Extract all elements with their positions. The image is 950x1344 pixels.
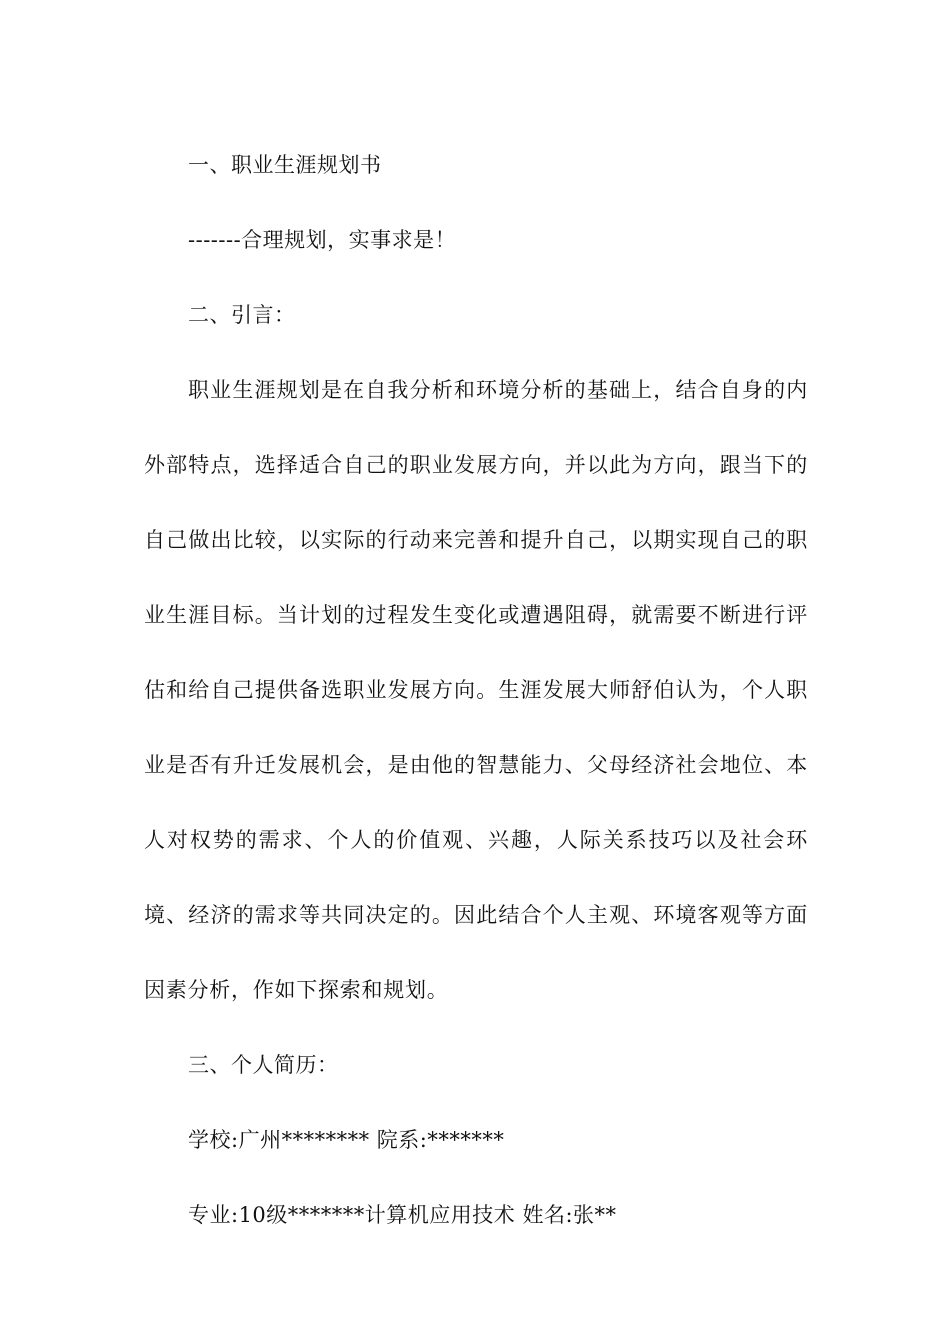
section-heading-introduction: 二、引言： — [188, 303, 296, 327]
section-heading-career-plan: 一、职业生涯规划书 — [188, 153, 382, 177]
section-heading-resume: 三、个人简历： — [188, 1053, 339, 1077]
document-body — [144, 128, 808, 1253]
resume-school-line: 学校:广州******** 院系:******* — [188, 1128, 505, 1152]
introduction-paragraph: 职业生涯规划是在自我分析和环境分析的基础上，结合自身的内外部特点，选择适合自己的职业发展方向，并以此为方向，跟当下的自己做出比较，以实际的行动来完善和提升自己，以期实现自己的职业生涯目标。当计划的过程发生变化或遭遇阻碍，就需要不断进行评估和给自己提供备选职业发展方向。生涯发展大师舒伯认为，个人职业是否有升迁发展机会，是由他的智慧能力、父母经济社会地位、本人对权势的需求、个人的价值观、兴趣，人际关系技巧以及社会环境、经济的需求等共同决定的。因此结合个人主观、环境客观等方面因素分析，作如下探索和规划。 — [144, 378, 808, 1002]
resume-major-line: 专业:10级*******计算机应用技术 姓名:张** — [188, 1203, 617, 1227]
motto-line: -------合理规划，实事求是！ — [188, 228, 457, 252]
